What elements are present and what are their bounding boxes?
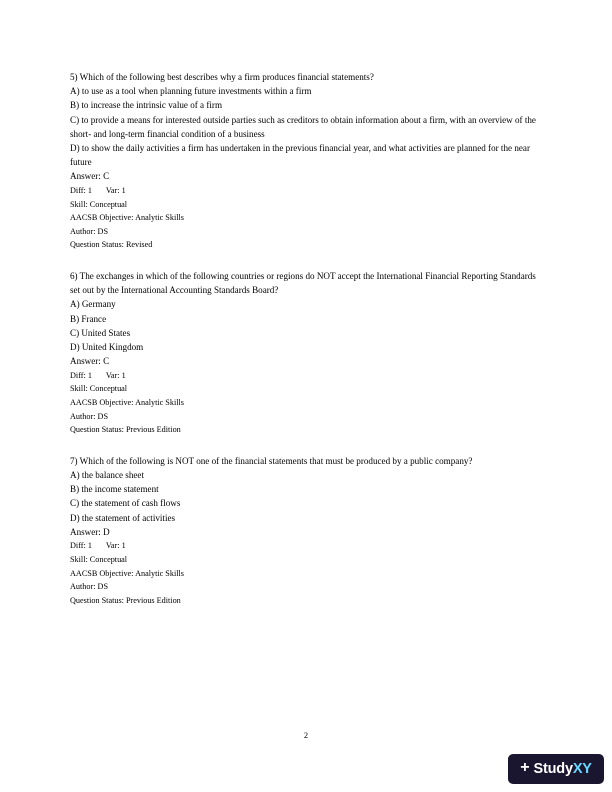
variant-label: Var: 1 [105,370,126,380]
author-value: DS [97,226,108,236]
variant-label: Var: 1 [105,541,126,551]
answer-label: Answer: [70,356,101,367]
answer-value: C [103,171,110,182]
page-content [70,70,540,624]
aacsb-line [70,567,540,581]
skill-value: Conceptual [89,384,128,394]
difficulty-line [70,184,540,198]
page-number: 2 [303,731,309,740]
question-choice: B) to increase the intrinsic value of a firm [70,100,223,111]
question-status-label: Question Status: [70,595,124,605]
answer-line [70,169,540,184]
aacsb-value: Analytic Skills [135,213,184,223]
author-label: Author: [70,411,96,421]
question-block [70,70,540,252]
skill-label: Skill: [70,199,88,209]
question-stem: 5) Which of the following best describes why a firm produces financial statements? [70,72,374,82]
difficulty-label: Diff: 1 [70,186,92,196]
aacsb-label: AACSB Objective: [70,568,134,578]
studyxy-watermark [508,754,604,784]
aacsb-label: AACSB Objective: [70,213,134,223]
skill-line [70,553,540,567]
question-choice: A) to use as a tool when planning future investments within a firm [70,86,312,97]
question-status-label: Question Status: [70,240,124,250]
question-status-value: Previous Edition [125,595,181,605]
question-block [70,454,540,608]
author-line [70,580,540,594]
difficulty-line [70,369,540,383]
aacsb-line [70,396,540,410]
skill-label: Skill: [70,554,88,564]
question-choice: A) the balance sheet [70,469,144,480]
question-status-value: Revised [125,240,153,250]
question-choice: C) to provide a means for interested outside parties such as creditors to obtain information about a firm, with an overview of the short- and long-term financial condition of a business [70,114,536,139]
answer-label: Answer: [70,526,101,537]
question-stem: 7) Which of the following is NOT one of the financial statements that must be produced by a public company? [70,455,473,466]
answer-value: D [103,526,110,537]
answer-value: C [103,356,110,367]
aacsb-line [70,211,540,225]
difficulty-label: Diff: 1 [70,370,92,380]
watermark-brand [534,761,592,777]
author-label: Author: [70,226,96,236]
author-value: DS [97,411,108,421]
question-choice: D) to show the daily activities a firm has undertaken in the previous financial year, and what activities are planned for the near future [70,143,530,168]
question-choice: C) United States [70,327,131,338]
author-line [70,225,540,239]
watermark-brand-accent: XY [572,761,592,777]
watermark-brand-main: Study [533,761,573,777]
question-stem: 6) The exchanges in which of the following countries or regions do NOT accept the International Financial Reporting Standards set out by the International Accounting Standards Board? [70,270,536,296]
answer-label: Answer: [70,171,101,182]
question-choice: D) United Kingdom [70,342,144,352]
question-block [70,269,540,437]
aacsb-value: Analytic Skills [135,397,184,407]
question-choice: D) the statement of activities [70,512,176,523]
author-value: DS [97,582,108,592]
answer-line [70,354,540,369]
aacsb-label: AACSB Objective: [70,397,134,407]
difficulty-label: Diff: 1 [70,541,92,551]
question-status-line [70,423,540,437]
answer-line [70,525,540,540]
aacsb-value: Analytic Skills [135,568,184,578]
skill-value: Conceptual [89,554,128,564]
question-choice: B) the income statement [70,484,159,495]
difficulty-line [70,539,540,553]
question-status-label: Question Status: [70,425,124,435]
skill-value: Conceptual [89,199,128,209]
skill-label: Skill: [70,384,88,394]
question-status-value: Previous Edition [125,425,181,435]
author-line [70,410,540,424]
question-choice: A) Germany [70,299,116,310]
variant-label: Var: 1 [105,186,126,196]
skill-line [70,382,540,396]
skill-line [70,198,540,212]
question-choice: B) France [70,313,107,324]
question-choice: C) the statement of cash flows [70,498,181,509]
plus-icon: + [520,759,530,776]
author-label: Author: [70,582,96,592]
question-status-line [70,594,540,608]
question-status-line [70,238,540,252]
